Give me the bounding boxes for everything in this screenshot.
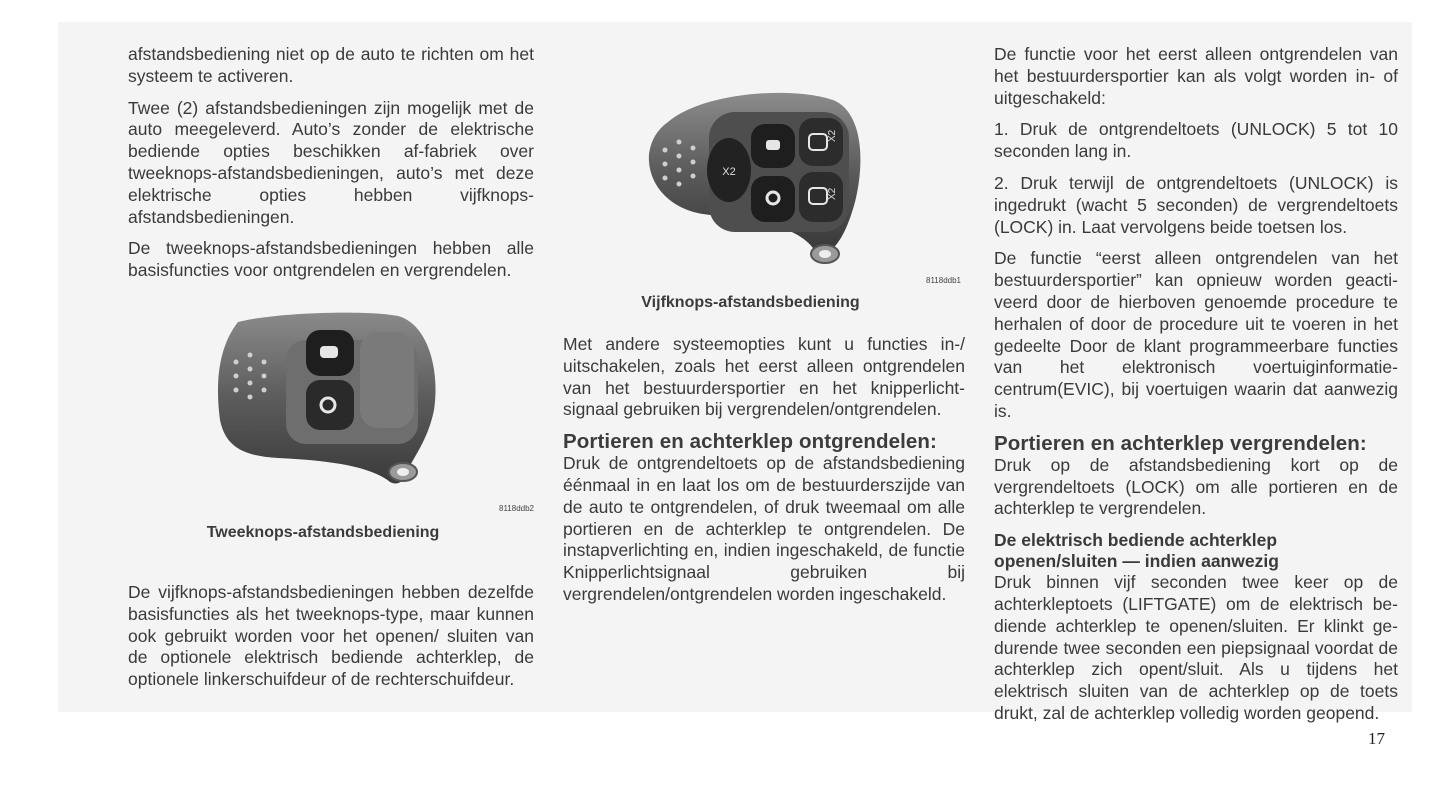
paragraph: De functie “eerst alleen ontgrendelen van het bestuurdersportier” kan opnieuw worden geactiveerd door de hierboven genoemde procedure te herhalen of door de procedure uit te voeren in het gedeelte Door de klant programmeerbare functies van het elektronisch voertuiginformatiecentrum(EVIC), bij voertuigen waarin dat aanwezig is. <box>994 248 1398 421</box>
column-left <box>128 44 534 701</box>
scanned-page <box>58 22 1412 723</box>
figure-caption: Tweeknops-afstandsbediening <box>206 523 440 541</box>
paragraph: afstandsbediening niet op de auto te richten om het systeem te activeren. <box>128 44 534 86</box>
paragraph: 2. Druk terwijl de ontgrendeltoets (UNLOCK) is ingedrukt (wacht 5 seconden) de vergrendeltoets (LOCK) in. Laat vervolgens beide toetsen los. <box>994 172 1398 237</box>
paragraph: Twee (2) afstandsbedieningen zijn mogelijk met de auto meegeleverd. Auto’s zonder de elektrische bediende opties beschikken af-fabriek over tweeknops-afstandsbedieningen, auto’s met deze elektrische opties hebben vijfknops-afstandsbedieningen. <box>128 97 534 227</box>
two-button-figure <box>128 310 534 582</box>
five-button-key-fob-icon <box>563 42 965 282</box>
figure-caption: Vijfknops-afstandsbediening <box>641 294 860 311</box>
paragraph: Druk de ontgrendeltoets op de afstandsbediening éénmaal in en laat los om de bestuurderszijde van de auto te ontgrendelen, of druk tweemaal om alle portieren en de achterklep te ontgrendelen. De instapverlichting en, indien ingeschakeld, de functie Knipperlichtsignaal gebruiken bij vergrendelen/ontgrendelen worden ingeschakeld. <box>563 453 965 604</box>
column-middle <box>563 42 965 616</box>
section-heading: Portieren en achterklep ontgrendelen: <box>563 430 937 454</box>
paragraph: De tweeknops-afstandsbedieningen hebben alle basisfuncties voor ontgrendelen en vergrendelen. <box>128 238 534 281</box>
x2-badge: X2 <box>827 129 838 142</box>
figure-code: 8118ddb2 <box>499 503 534 513</box>
x2-badge: X2 <box>722 166 736 178</box>
paragraph: Druk binnen vijf seconden twee keer op de achterkleptoets (LIFTGATE) om de elektrisch bediende achterklep te openen/sluiten. Er klinkt gedurende twee seconden een piepsignaal voordat de achterklep zich opent/sluit. Als u tijdens het elektrisch sluiten van de achterklep op de toets drukt, zal de achterklep volledig worden geopend. <box>994 572 1398 723</box>
two-button-key-fob-icon <box>128 310 534 510</box>
paragraph: Met andere systeemopties kunt u functies in-/ uitschakelen, zoals het eerst alleen ontgrendelen van het bestuurdersportier en het knipperlichtsignaal gebruiken bij vergrendelen/ontgrendelen. <box>563 334 965 420</box>
paragraph: De functie voor het eerst alleen ontgrendelen van het bestuurdersportier kan als volgt worden in- of uitgeschakeld: <box>994 44 1398 108</box>
column-right <box>994 44 1398 735</box>
page-number: 17 <box>1368 729 1385 748</box>
section-heading: Portieren en achterklep vergrendelen: <box>994 431 1367 455</box>
paragraph: Druk op de afstandsbediening kort op de vergrendeltoets (LOCK) om alle portieren en de achterklep te vergrendelen. <box>994 454 1398 519</box>
figure-code: 8118ddb1 <box>926 276 961 285</box>
x2-badge: X2 <box>827 187 838 200</box>
paragraph: 1. Druk de ontgrendeltoets (UNLOCK) 5 tot 10 seconden lang in. <box>994 119 1398 162</box>
section-subheading: De elektrisch bediende achterklep openen/sluiten — indien aanwezig <box>994 530 1279 572</box>
paragraph: De vijfknops-afstandsbedieningen hebben dezelfde basisfuncties als het tweeknops-type, maar kunnen ook gebruikt worden voor het openen/ sluiten van de optionele elektrisch bediende achterklep, de optionele linkerschuifdeur of de rechterschuifdeur. <box>128 581 534 690</box>
five-button-figure <box>563 42 965 334</box>
